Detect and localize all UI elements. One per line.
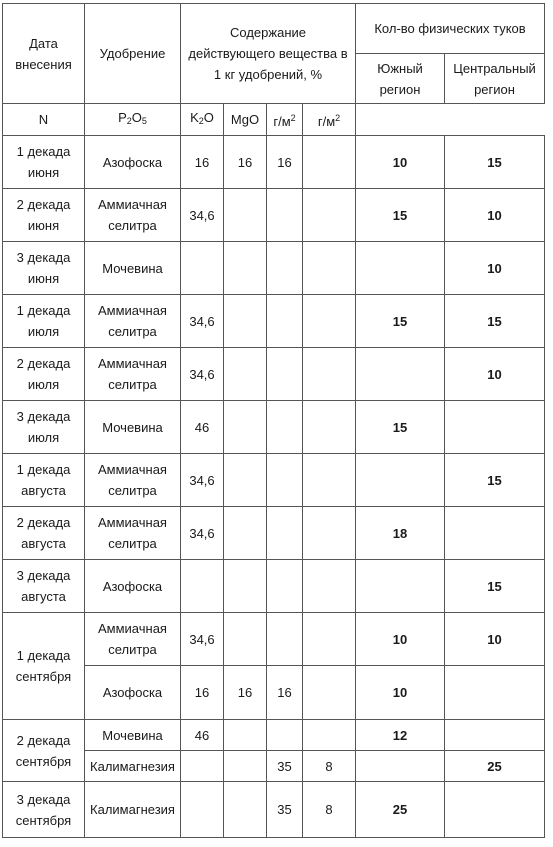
mgo-cell — [303, 666, 356, 720]
k2o-cell — [267, 560, 303, 613]
central-amount-cell — [445, 720, 545, 751]
fertilizer-cell: Мочевина — [85, 401, 181, 454]
south-amount-cell — [356, 560, 445, 613]
south-amount-cell: 25 — [356, 782, 445, 838]
p2o5-cell — [224, 401, 267, 454]
k2o-cell — [267, 613, 303, 666]
mgo-cell — [303, 401, 356, 454]
fertilizer-cell: Калимагнезия — [85, 751, 181, 782]
header-south: Южный регион — [356, 54, 445, 104]
central-amount-cell — [445, 401, 545, 454]
header-amount: Кол-во физических туков — [356, 4, 545, 54]
table-row — [3, 560, 545, 613]
mgo-cell — [303, 136, 356, 189]
n-cell — [181, 751, 224, 782]
header-k2o-o: O — [203, 110, 214, 125]
central-amount-cell: 15 — [445, 454, 545, 507]
p2o5-cell — [224, 560, 267, 613]
header-p2o5-p: P — [118, 110, 127, 125]
header-p2o5-sub2: 5 — [141, 116, 147, 126]
mgo-cell: 8 — [303, 751, 356, 782]
table-row — [3, 720, 545, 751]
k2o-cell: 16 — [267, 136, 303, 189]
k2o-cell — [267, 295, 303, 348]
unit-central-sup: 2 — [335, 112, 341, 123]
p2o5-cell — [224, 189, 267, 242]
table-row — [3, 189, 545, 242]
k2o-cell: 16 — [267, 666, 303, 720]
south-amount-cell: 10 — [356, 136, 445, 189]
unit-south-main: г/м — [273, 113, 291, 129]
n-cell — [181, 782, 224, 838]
mgo-cell — [303, 560, 356, 613]
unit-central-main: г/м — [317, 113, 336, 129]
mgo-cell: 8 — [303, 782, 356, 838]
header-unit-central — [303, 104, 356, 136]
date-cell: 1 декада июня — [3, 136, 85, 189]
date-cell: 2 декада июля — [3, 348, 85, 401]
date-cell: 2 декада августа — [3, 507, 85, 560]
header-k2o — [181, 104, 224, 136]
p2o5-cell — [224, 613, 267, 666]
south-amount-cell: 12 — [356, 720, 445, 751]
k2o-cell — [267, 242, 303, 295]
fertilizer-cell: Аммиачная селитра — [85, 348, 181, 401]
k2o-cell: 35 — [267, 782, 303, 838]
table-row — [3, 454, 545, 507]
south-amount-cell — [356, 454, 445, 507]
mgo-cell — [303, 454, 356, 507]
n-cell: 34,6 — [181, 613, 224, 666]
header-fertilizer: Удобрение — [85, 4, 181, 104]
p2o5-cell: 16 — [224, 136, 267, 189]
n-cell: 16 — [181, 136, 224, 189]
header-unit-south — [267, 104, 303, 136]
n-cell: 34,6 — [181, 295, 224, 348]
fertilizer-table — [2, 3, 545, 838]
central-amount-cell — [445, 782, 545, 838]
n-cell: 34,6 — [181, 189, 224, 242]
p2o5-cell — [224, 348, 267, 401]
date-cell: 3 декада июня — [3, 242, 85, 295]
date-cell: 1 декада сентября — [3, 613, 85, 720]
p2o5-cell — [224, 782, 267, 838]
fertilizer-cell: Калимагнезия — [85, 782, 181, 838]
table-row — [3, 666, 545, 720]
south-amount-cell — [356, 348, 445, 401]
date-cell: 3 декада сентября — [3, 782, 85, 838]
date-cell: 2 декада сентября — [3, 720, 85, 782]
table-row — [3, 242, 545, 295]
date-cell: 1 декада августа — [3, 454, 85, 507]
mgo-cell — [303, 242, 356, 295]
south-amount-cell: 15 — [356, 295, 445, 348]
fertilizer-cell: Азофоска — [85, 560, 181, 613]
table-row — [3, 401, 545, 454]
k2o-cell — [267, 401, 303, 454]
fertilizer-cell: Аммиачная селитра — [85, 295, 181, 348]
mgo-cell — [303, 348, 356, 401]
table-row — [3, 613, 545, 666]
header-central: Центральный регион — [445, 54, 545, 104]
p2o5-cell: 16 — [224, 666, 267, 720]
p2o5-cell — [224, 295, 267, 348]
header-k2o-k: K — [190, 110, 199, 125]
header-p2o5-o: O — [131, 110, 142, 125]
k2o-cell — [267, 720, 303, 751]
central-amount-cell: 10 — [445, 242, 545, 295]
mgo-cell — [303, 613, 356, 666]
central-amount-cell: 15 — [445, 136, 545, 189]
n-cell — [181, 560, 224, 613]
p2o5-cell — [224, 242, 267, 295]
central-amount-cell: 10 — [445, 613, 545, 666]
header-content: Содержание действующего вещества в 1 кг удобрений, % — [181, 4, 356, 104]
mgo-cell — [303, 507, 356, 560]
p2o5-cell — [224, 720, 267, 751]
n-cell: 34,6 — [181, 454, 224, 507]
header-p2o5 — [85, 104, 181, 136]
k2o-cell — [267, 348, 303, 401]
header-k2o-sub: 2 — [198, 116, 204, 126]
fertilizer-cell: Аммиачная селитра — [85, 454, 181, 507]
p2o5-cell — [224, 507, 267, 560]
p2o5-cell — [224, 454, 267, 507]
central-amount-cell: 15 — [445, 560, 545, 613]
date-cell: 3 декада июля — [3, 401, 85, 454]
n-cell: 46 — [181, 401, 224, 454]
south-amount-cell — [356, 751, 445, 782]
south-amount-cell: 15 — [356, 401, 445, 454]
central-amount-cell: 15 — [445, 295, 545, 348]
fertilizer-cell: Мочевина — [85, 242, 181, 295]
table-row — [3, 295, 545, 348]
k2o-cell — [267, 507, 303, 560]
k2o-cell — [267, 454, 303, 507]
header-date: Дата внесения — [3, 4, 85, 104]
central-amount-cell: 10 — [445, 189, 545, 242]
south-amount-cell: 15 — [356, 189, 445, 242]
n-cell: 16 — [181, 666, 224, 720]
table-row — [3, 751, 545, 782]
central-amount-cell: 10 — [445, 348, 545, 401]
south-amount-cell: 18 — [356, 507, 445, 560]
date-cell: 2 декада июня — [3, 189, 85, 242]
k2o-cell — [267, 189, 303, 242]
unit-south-sup: 2 — [290, 112, 296, 123]
date-cell: 1 декада июля — [3, 295, 85, 348]
date-cell: 3 декада августа — [3, 560, 85, 613]
header-mgo: MgO — [224, 104, 267, 136]
n-cell: 34,6 — [181, 507, 224, 560]
mgo-cell — [303, 720, 356, 751]
table-row — [3, 782, 545, 838]
table-row — [3, 507, 545, 560]
central-amount-cell: 25 — [445, 751, 545, 782]
mgo-cell — [303, 295, 356, 348]
n-cell: 46 — [181, 720, 224, 751]
central-amount-cell — [445, 507, 545, 560]
fertilizer-cell: Аммиачная селитра — [85, 507, 181, 560]
n-cell: 34,6 — [181, 348, 224, 401]
fertilizer-cell: Мочевина — [85, 720, 181, 751]
fertilizer-cell: Азофоска — [85, 666, 181, 720]
header-n: N — [3, 104, 85, 136]
south-amount-cell: 10 — [356, 613, 445, 666]
table-row — [3, 348, 545, 401]
header-p2o5-sub1: 2 — [126, 116, 132, 126]
fertilizer-cell: Азофоска — [85, 136, 181, 189]
n-cell — [181, 242, 224, 295]
p2o5-cell — [224, 751, 267, 782]
k2o-cell: 35 — [267, 751, 303, 782]
table-row — [3, 136, 545, 189]
fertilizer-cell: Аммиачная селитра — [85, 189, 181, 242]
south-amount-cell: 10 — [356, 666, 445, 720]
central-amount-cell — [445, 666, 545, 720]
fertilizer-cell: Аммиачная селитра — [85, 613, 181, 666]
south-amount-cell — [356, 242, 445, 295]
mgo-cell — [303, 189, 356, 242]
